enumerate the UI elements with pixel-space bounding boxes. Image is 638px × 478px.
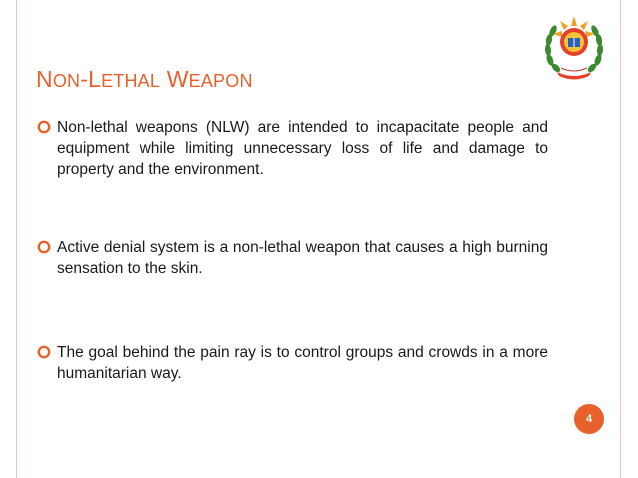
title-rest-3: EAPON (188, 71, 253, 91)
bullet-text: The goal behind the pain ray is to control groups and crowds in a more humanitarian way. (57, 344, 548, 382)
title-cap-2: L (88, 66, 102, 92)
title-sep-2 (160, 66, 167, 92)
left-border-line (16, 0, 17, 478)
title-rest-2: ETHAL (101, 71, 161, 91)
right-border-line (620, 0, 621, 478)
circle-bullet-icon (36, 119, 52, 135)
circle-bullet-icon (36, 239, 52, 255)
title-rest-1: ON (52, 71, 81, 91)
title-sep-1: - (80, 66, 89, 92)
slide-title (36, 66, 253, 93)
bullet-text: Active denial system is a non-lethal weapon that causes a high burning sensation to the skin. (57, 239, 548, 277)
title-cap-3: W (166, 66, 189, 92)
circle-bullet-icon (36, 344, 52, 360)
institution-emblem-icon (541, 12, 607, 82)
bullet-text: Non-lethal weapons (NLW) are intended to incapacitate people and equipment while limiting unnecessary loss of life and damage to property and the environment. (57, 119, 548, 178)
page-number-badge: 4 (574, 404, 604, 434)
title-cap-1: N (36, 66, 53, 92)
